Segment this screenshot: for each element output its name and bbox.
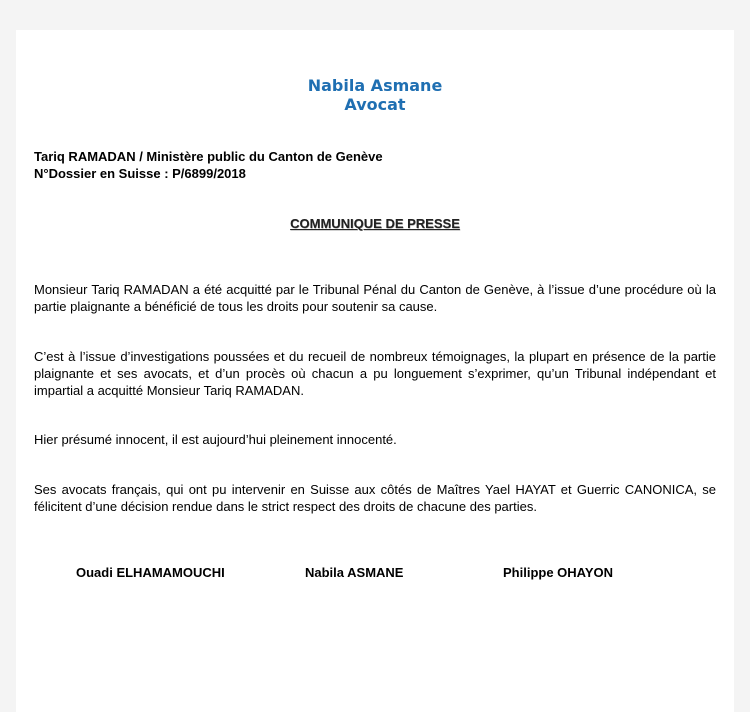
paragraph-acquittal: Monsieur Tariq RAMADAN a été acquitté par le Tribunal Pénal du Canton de Genève, à l’issue d’une procédure où la partie plaignante a bénéficié de tous les droits pour soutenir sa cause. bbox=[34, 282, 716, 314]
paragraph-innocence: Hier présumé innocent, il est aujourd’hui pleinement innocenté. bbox=[34, 432, 397, 447]
case-file-number: N°Dossier en Suisse : P/6899/2018 bbox=[34, 166, 246, 181]
document-page bbox=[16, 30, 734, 712]
paragraph-lawyers: Ses avocats français, qui ont pu intervenir en Suisse aux côtés de Maîtres Yael HAYAT et Guerric CANONICA, se félicitent d’une décision rendue dans le strict respect des droits de chacune des parties. bbox=[34, 482, 716, 514]
header-name: Nabila Asmane bbox=[307, 76, 443, 95]
signatory-ohayon: Philippe OHAYON bbox=[503, 565, 614, 580]
signatory-elhamamouchi: Ouadi ELHAMAMOUCHI bbox=[76, 565, 225, 580]
paragraph-investigation: C’est à l’issue d’investigations poussées et du recueil de nombreux témoignages, la plupart en présence de la partie plaignante et ses avocats, et d’un procès où chacun a pu longuement s’exprimer, qu’un Tribunal indépendant et impartial a acquitté Monsieur Tariq RAMADAN. bbox=[34, 349, 716, 398]
header-title: Avocat bbox=[344, 95, 406, 114]
press-release-title: COMMUNIQUE DE PRESSE bbox=[290, 216, 460, 231]
signatory-asmane: Nabila ASMANE bbox=[305, 565, 404, 580]
case-parties: Tariq RAMADAN / Ministère public du Canton de Genève bbox=[34, 149, 383, 164]
